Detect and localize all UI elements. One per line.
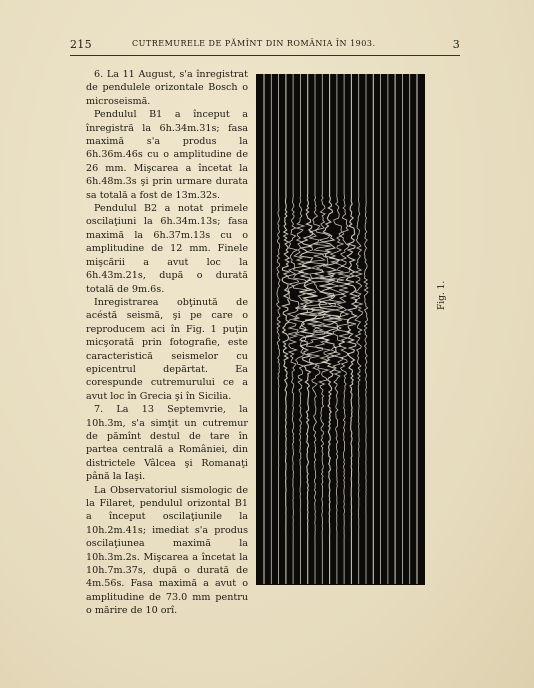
seismogram-trace-line xyxy=(310,74,336,584)
page-header xyxy=(70,38,460,54)
body-text xyxy=(86,68,248,618)
seismogram-trace-line xyxy=(355,74,363,584)
seismogram-trace-line xyxy=(346,74,357,584)
paragraph-6: La Observatoriul sismologic de la Filaret, pendulul orizontal B1 a început oscilaţiunile la 10h.2m.41s; imediat s'a produs oscilaţiunea maximă la 10h.3m.2s. Mişcarea a încetat la 10h.7m.37s, după o durată de 4m.56s. Fasa maximă a avut o amplitudine de 73.0 mm pentru o mărire de 10 orî. xyxy=(86,484,248,617)
seismogram-figure xyxy=(256,74,425,585)
header-rule xyxy=(70,55,460,56)
seismogram-trace-line xyxy=(304,74,327,584)
paragraph-3: Pendulul B2 a notat primele oscilaţiuni la 6h.34m.13s; fasa maximă la 6h.37m.13s cu o amplitudine de 12 mm. Finele mişcării a avut loc la 6h.43m.21s, după o durată totală de 9m.6s. xyxy=(86,203,248,295)
figure-label: Fig. 1. xyxy=(437,280,447,310)
paragraph-2: Pendulul B1 a început a înregistră la 6h.34m.31s; fasa maximă s'a produs la 6h.36m.46s cu o amplitudine de 26 mm. Mişcarea a încetat la 6h.48m.3s şi prin urmare durata sa totală a fost de 13m.32s. xyxy=(86,109,248,201)
seismogram-trace-line xyxy=(293,74,308,584)
paragraph-5: 7. La 13 Septemvrie, la 10h.3m, s'a simţit un cutremur de pămînt destul de tare în partea centrală a României, din districtele Vâlcea şi Romanaţi până la Iaşi. xyxy=(86,404,248,483)
paragraph-1: 6. La 11 August, s'a înregistrat de pendulele orizontale Bosch o microseismă. xyxy=(86,69,248,107)
page-number: 215 xyxy=(70,38,92,51)
seismogram-trace-line xyxy=(364,74,368,584)
seismogram-traces xyxy=(256,74,425,585)
seismogram-trace-line xyxy=(277,74,281,584)
seismogram-trace-line xyxy=(288,74,299,584)
paragraph-4: Inregistrarea obţinută de acéstă seismă, şi pe care o reproducem aci în Fig. 1 puţin micşorată prin fotografie, este caracteristică seismelor cu epicentrul depărtat. Ea corespunde cutremurului ce a avut loc în Grecia şi în Sicilia. xyxy=(86,296,248,402)
seismogram-trace-line xyxy=(282,74,289,584)
running-title: CUTREMURELE DE PĂMÎNT DIN ROMÂNIA ÎN 1903. xyxy=(132,39,376,48)
section-number: 3 xyxy=(452,38,460,51)
